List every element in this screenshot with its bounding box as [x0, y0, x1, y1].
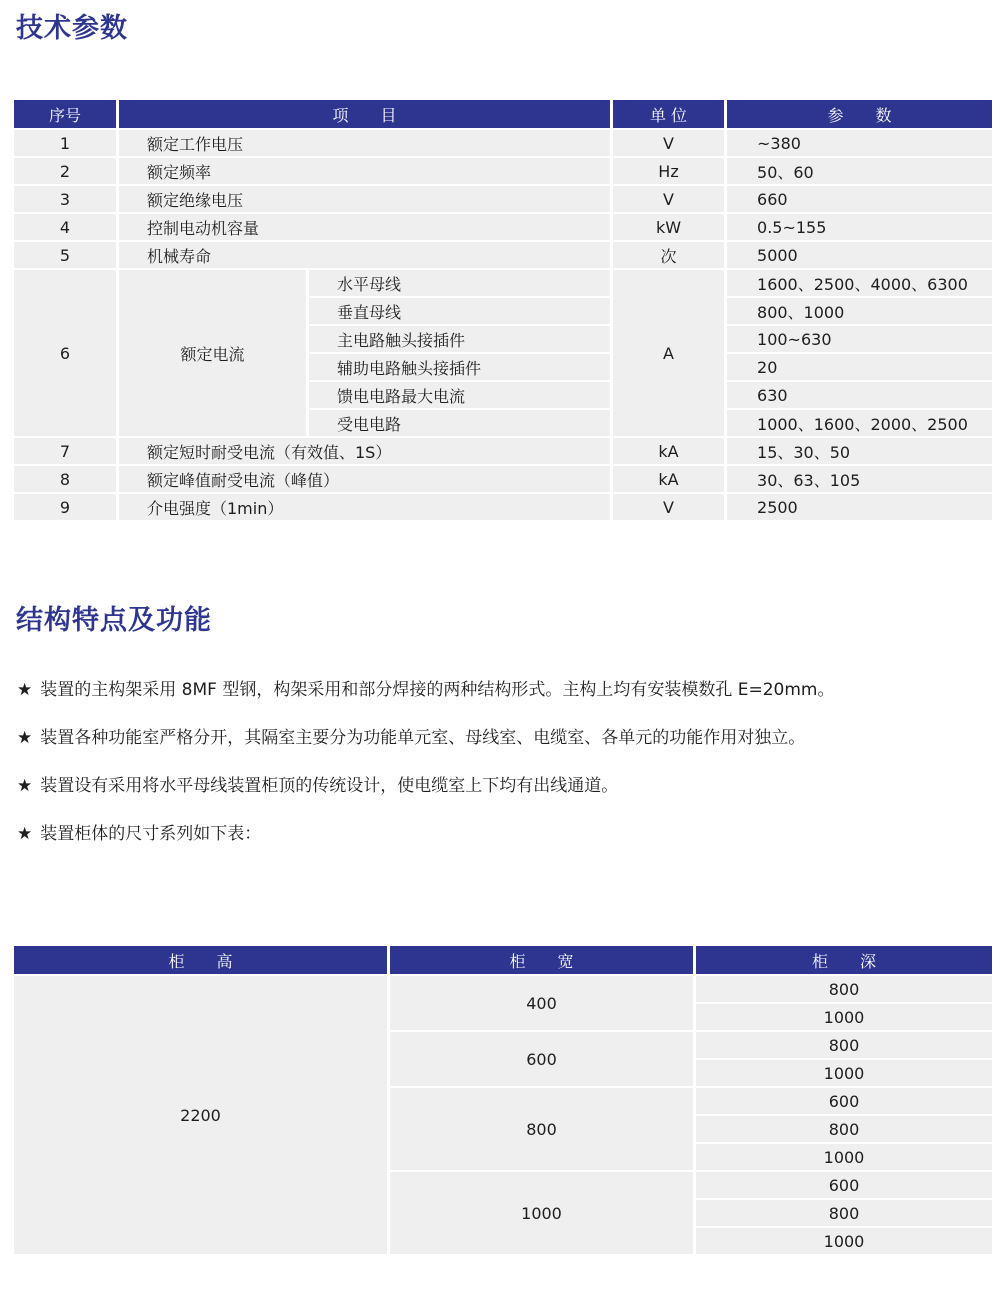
row-number: 4: [14, 212, 119, 240]
row-unit: kA: [613, 464, 727, 492]
feature-list: [17, 678, 987, 870]
section-title-structure: 结构特点及功能: [16, 605, 212, 636]
row-param: 30、63、105: [727, 464, 992, 492]
row-number: 8: [14, 464, 119, 492]
cabinet-width: 1000: [390, 1170, 696, 1254]
list-item: [17, 678, 987, 726]
list-item-text: 装置的主构架采用 8MF 型钢，构架采用和部分焊接的两种结构形式。主构上均有安装模数孔 E=20mm。: [40, 680, 835, 700]
row-item: 额定峰值耐受电流（峰值）: [119, 464, 613, 492]
row-unit: V: [613, 492, 727, 520]
row-param: 5000: [727, 240, 992, 268]
cabinet-height: 2200: [14, 974, 390, 1254]
row-unit: V: [613, 184, 727, 212]
row-sub-item: 主电路触头接插件: [309, 324, 613, 352]
row-number: 1: [14, 128, 119, 156]
row-item: 介电强度（1min）: [119, 492, 613, 520]
cabinet-depth: 800: [696, 974, 992, 1002]
row-param: 660: [727, 184, 992, 212]
row-unit: 次: [613, 240, 727, 268]
header-item: 项 目: [119, 100, 613, 128]
list-item-text: 装置柜体的尺寸系列如下表：: [40, 824, 262, 844]
list-item: [17, 726, 987, 774]
row-item: 额定电流: [119, 268, 309, 436]
row-sub-item: 辅助电路触头接插件: [309, 352, 613, 380]
list-item: [17, 774, 987, 822]
table-row: [14, 128, 992, 156]
cabinet-depth: 1000: [696, 1058, 992, 1086]
row-number: 9: [14, 492, 119, 520]
row-param: 1600、2500、4000、6300: [727, 268, 992, 296]
row-item: 机械寿命: [119, 240, 613, 268]
row-number: 5: [14, 240, 119, 268]
table-row: [14, 974, 992, 1002]
row-unit: Hz: [613, 156, 727, 184]
cabinet-depth: 600: [696, 1086, 992, 1114]
cabinet-depth: 600: [696, 1170, 992, 1198]
list-item-text: 装置设有采用将水平母线装置柜顶的传统设计，使电缆室上下均有出线通道。: [40, 776, 619, 796]
row-param: 20: [727, 352, 992, 380]
tech-params-table: [14, 100, 992, 520]
cabinet-depth: 1000: [696, 1142, 992, 1170]
row-item: 额定短时耐受电流（有效值、1S）: [119, 436, 613, 464]
table-row: [14, 240, 992, 268]
row-sub-item: 馈电电路最大电流: [309, 380, 613, 408]
header-no: 序号: [14, 100, 119, 128]
row-sub-item: 垂直母线: [309, 296, 613, 324]
row-param: 1000、1600、2000、2500: [727, 408, 992, 436]
star-icon: ★: [17, 680, 33, 700]
row-param: 0.5~155: [727, 212, 992, 240]
list-item: [17, 822, 987, 870]
header-width: 柜 宽: [390, 946, 696, 974]
cabinet-depth: 800: [696, 1030, 992, 1058]
row-param: 630: [727, 380, 992, 408]
row-item: 额定工作电压: [119, 128, 613, 156]
cabinet-width: 800: [390, 1086, 696, 1170]
table-row: [14, 268, 992, 296]
star-icon: ★: [17, 776, 33, 796]
row-param: 2500: [727, 492, 992, 520]
cabinet-width: 400: [390, 974, 696, 1030]
section-title-tech-params: 技术参数: [16, 13, 128, 44]
row-unit: kA: [613, 436, 727, 464]
table-row: [14, 464, 992, 492]
star-icon: ★: [17, 824, 33, 844]
table-row: [14, 156, 992, 184]
row-param: ~380: [727, 128, 992, 156]
row-unit: kW: [613, 212, 727, 240]
row-param: 800、1000: [727, 296, 992, 324]
cabinet-dimensions-table: [14, 946, 992, 1254]
row-item: 额定绝缘电压: [119, 184, 613, 212]
row-number: 6: [14, 268, 119, 436]
row-param: 50、60: [727, 156, 992, 184]
list-item-text: 装置各种功能室严格分开，其隔室主要分为功能单元室、母线室、电缆室、各单元的功能作用对独立。: [40, 728, 806, 748]
row-number: 3: [14, 184, 119, 212]
cabinet-depth: 1000: [696, 1226, 992, 1254]
cabinet-depth: 800: [696, 1114, 992, 1142]
row-unit: A: [613, 268, 727, 436]
row-param: 15、30、50: [727, 436, 992, 464]
table-header-row: [14, 100, 992, 128]
table-row: [14, 492, 992, 520]
cabinet-width: 600: [390, 1030, 696, 1086]
row-item: 额定频率: [119, 156, 613, 184]
row-param: 100~630: [727, 324, 992, 352]
star-icon: ★: [17, 728, 33, 748]
table-row: [14, 212, 992, 240]
table-row: [14, 184, 992, 212]
row-unit: V: [613, 128, 727, 156]
header-depth: 柜 深: [696, 946, 992, 974]
header-param: 参 数: [727, 100, 992, 128]
header-height: 柜 高: [14, 946, 390, 974]
row-sub-item: 水平母线: [309, 268, 613, 296]
row-item: 控制电动机容量: [119, 212, 613, 240]
header-unit: 单 位: [613, 100, 727, 128]
table-header-row: [14, 946, 992, 974]
row-number: 2: [14, 156, 119, 184]
row-number: 7: [14, 436, 119, 464]
cabinet-depth: 800: [696, 1198, 992, 1226]
table-row: [14, 436, 992, 464]
row-sub-item: 受电电路: [309, 408, 613, 436]
cabinet-depth: 1000: [696, 1002, 992, 1030]
